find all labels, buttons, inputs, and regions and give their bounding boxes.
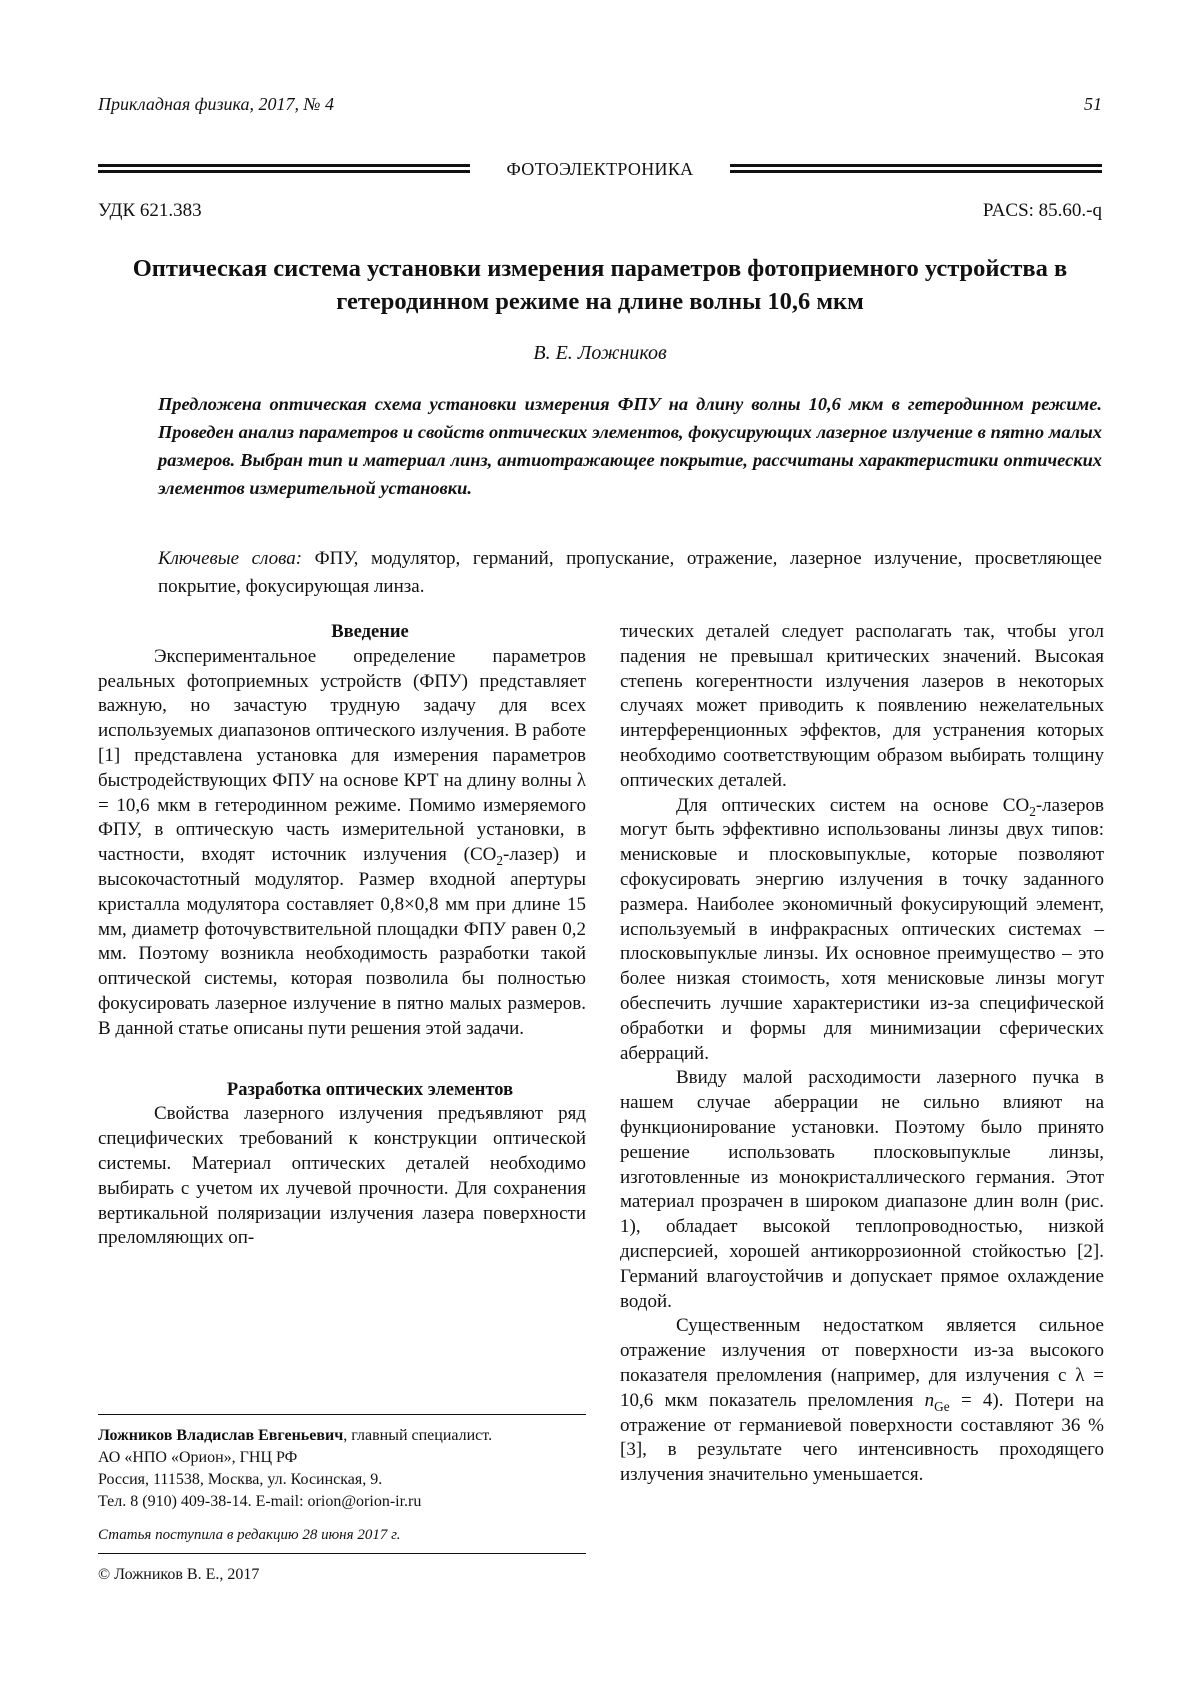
lens-text-a: Для оптических систем на основе CO: [676, 794, 1030, 816]
pacs-code: PACS: 85.60.-q: [982, 200, 1102, 221]
intro-text-a: Экспериментальное определение параметров реальных фотоприемных устройств (ФПУ) представляет важную, но зачастую трудную задачу для всех используемых диапазонов оптического излучения. В работе [1] представлена установка для измерения параметров быстродействующих ФПУ на основе КРТ на длину волны λ = 10,6 мкм в гетеродинном режиме. Помимо измеряемого ФПУ, в оптическую часть измерительной установки, в частности, входят источник излучения (CO: [98, 645, 586, 866]
left-column: [98, 620, 586, 1251]
section-rule-right: [730, 164, 1102, 173]
udc-code: УДК 621.383: [98, 200, 202, 221]
copyright-divider: [98, 1553, 586, 1554]
footnote-author-line: [98, 1425, 586, 1447]
dev-paragraph: Свойства лазерного излучения предъявляют ряд специфических требований к конструкции оптической системы. Материал оптических деталей необходимо выбирать с учетом их лучевой прочности. Для сохранения вертикальной поляризации излучения лазера поверхности преломляющих оп-: [98, 1103, 586, 1249]
footnote-author-name: Ложников Владислав Евгеньевич: [98, 1427, 344, 1444]
page-number: 51: [1084, 94, 1102, 114]
intro-heading: Введение: [331, 622, 409, 642]
lens-paragraph: [620, 794, 1104, 1067]
germanium-paragraph: Ввиду малой расходимости лазерного пучка в нашем случае аберрации не сильно влияют на функционирование установки. Поэтому было принято решение использовать плосковыпуклые линзы, изготовленные из монокристаллического германия. Этот материал прозрачен в широком диапазоне длин волн (рис. 1), обладает высокой теплопроводностью, низкой дисперсией, хорошей антикоррозионной стойкостью [2]. Германий влагоустойчив и допускает прямое охлаждение водой.: [620, 1067, 1104, 1312]
right-column: [620, 620, 1104, 1488]
article-title: Оптическая система установки измерения параметров фотоприемного устройства в гетеродинном режиме на длине волны 10,6 мкм: [132, 255, 1068, 315]
received-date: Статья поступила в редакцию 28 июня 2017 г.: [98, 1527, 401, 1543]
dev-heading: Разработка оптических элементов: [226, 1079, 514, 1100]
lens-subscript: 2: [1029, 803, 1036, 819]
keywords-label: Ключевые слова:: [158, 548, 303, 569]
intro-paragraph: [98, 645, 586, 1042]
footnote-author-position: , главный специалист.: [343, 1427, 493, 1444]
footnote-org: АО «НПО «Орион», ГНЦ РФ: [98, 1449, 298, 1466]
footnote-divider: [98, 1414, 586, 1415]
continuation-paragraph: тических деталей следует располагать так, чтобы угол падения не превышал критических значений. Высокая степень когерентности излучения лазеров в некоторых случаях может приводить к появлению нежелательных интерференционных эффектов, для устранения которых необходимо соответствующим образом выбирать толщину оптических деталей.: [620, 621, 1104, 791]
keywords-text: ФПУ, модулятор, германий, пропускание, отражение, лазерное излучение, просветляющее покрытие, фокусирующая линза.: [158, 548, 1102, 597]
intro-subscript: 2: [496, 852, 504, 868]
abstract: Предложена оптическая схема установки измерения ФПУ на длину волны 10,6 мкм в гетеродинном режиме. Проведен анализ параметров и свойств оптических элементов, фокусирующих лазерное излучение в пятно малых размеров. Выбран тип и материал линз, антиотражающее покрытие, рассчитаны характеристики оптических элементов измерительной установки.: [158, 394, 1102, 498]
refractive-index-subscript: Ge: [934, 1398, 950, 1414]
refractive-index-symbol: n: [924, 1389, 935, 1411]
author-footnote: [98, 1425, 586, 1513]
section-rule-left: [98, 164, 470, 173]
section-banner: [98, 160, 1102, 180]
copyright: © Ложников В. Е., 2017: [98, 1566, 260, 1583]
intro-text-b: -лазер) и высокочастотный модулятор. Размер входной апертуры кристалла модулятора составляет 0,8×0,8 мм при длине 15 мм, диаметр фоточувствительной площадки ФПУ равен 0,2 мм. Поэтому возникла необходимость разработки такой оптической системы, которая позволила бы полностью фокусировать лазерное излучение в пятно малых размеров. В данной статье описаны пути решения этой задачи.: [98, 844, 586, 1039]
keywords: [158, 545, 1102, 601]
section-title: ФОТОЭЛЕКТРОНИКА: [506, 159, 694, 179]
reflection-text-b: = 4). Потери на отражение от германиевой поверхности составляют 36 % [3], в результате чего интенсивность проходящего излучения значительно уменьшается.: [620, 1389, 1104, 1486]
lens-text-b: -лазеров могут быть эффективно использованы линзы двух типов: менисковые и плосковыпуклые, которые позволяют сфокусировать энергию излучения в точку заданного размера. Наиболее экономичный фокусирующий элемент, используемый в инфракрасных оптических системах – плосковыпуклые линзы. Их основное преимущество – это более низкая стоимость, хотя менисковые линзы могут обеспечить лучшие характеристики из-за специфической обработки и формы для минимизации сферических аберраций.: [620, 794, 1104, 1064]
footnote-contacts: Тел. 8 (910) 409-38-14. E-mail: orion@orion-ir.ru: [98, 1493, 422, 1510]
journal-citation: Прикладная физика, 2017, № 4: [98, 94, 334, 114]
article-author: В. Е. Ложников: [533, 342, 667, 364]
reflection-text-a: Существенным недостатком является сильное отражение излучения от поверхности из-за высокого показателя преломления (например, для излучения с λ = 10,6 мкм показатель преломления: [620, 1315, 1104, 1411]
reflection-paragraph: [620, 1314, 1104, 1488]
footnote-address: Россия, 111538, Москва, ул. Косинская, 9.: [98, 1471, 383, 1488]
